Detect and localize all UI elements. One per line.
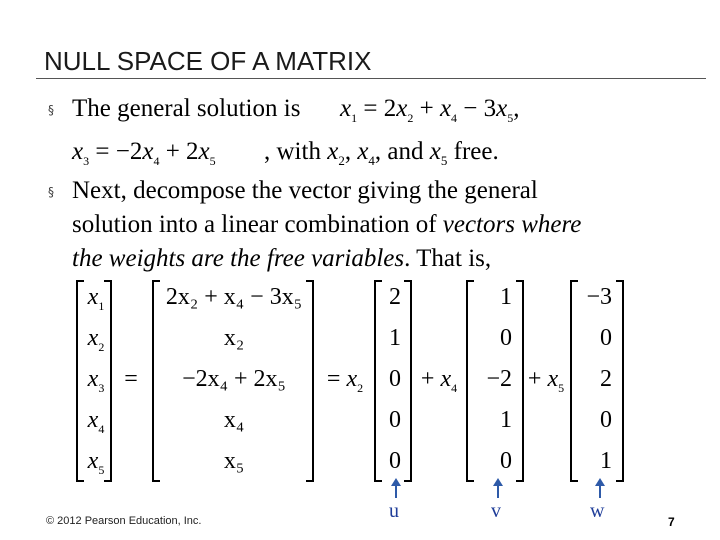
bullet1-text: The general solution is <box>72 95 301 122</box>
coef-x4: + $x_4$ <box>420 366 458 395</box>
lhs-entry: $x_4$ <box>87 407 105 436</box>
label-w: w <box>590 500 605 522</box>
w-bracket-right <box>616 280 624 482</box>
free-variables-text: , with $x_2$, $x_4$, and $x_5$ free. <box>264 138 499 168</box>
bullet-icon: § <box>48 185 54 199</box>
u-entry: 2 <box>389 284 401 310</box>
v-arrow-shaft <box>497 486 499 498</box>
w-entry: 0 <box>600 407 612 433</box>
bullet2-line2: solution into a linear combination of vectors where <box>72 211 582 238</box>
bullet2-line3: the weights are the free variables. That is, <box>72 245 492 272</box>
general-entry: −2x₄ + 2x₅ <box>182 366 286 392</box>
w-entry: 0 <box>600 325 612 351</box>
bullet-icon: § <box>48 103 54 117</box>
page-number: 7 <box>668 515 675 529</box>
u-entry: 0 <box>389 366 401 392</box>
u-entry: 0 <box>389 448 401 474</box>
lhs-entry: $x_5$ <box>87 448 105 477</box>
equals-sign: = <box>124 366 138 392</box>
v-entry: 1 <box>500 284 512 310</box>
bullet2-line1: Next, decompose the vector giving the general <box>72 177 538 204</box>
lhs-entry: $x_3$ <box>87 366 105 395</box>
slide-title: NULL SPACE OF A MATRIX <box>44 46 372 76</box>
u-arrow-shaft <box>395 486 397 498</box>
w-entry: −3 <box>586 284 612 310</box>
lhs-entry: $x_2$ <box>87 325 105 354</box>
u-entry: 0 <box>389 407 401 433</box>
v-entry: 0 <box>500 325 512 351</box>
coef-x5: + $x_5$ <box>527 366 565 395</box>
label-v: v <box>491 500 501 522</box>
u-bracket-left <box>374 280 382 482</box>
rhs-bracket-left <box>152 280 160 482</box>
v-entry: 0 <box>500 448 512 474</box>
general-entry: x₂ <box>223 325 245 351</box>
title-underline <box>36 78 706 79</box>
general-entry: x₅ <box>223 448 245 474</box>
w-entry: 2 <box>600 366 612 392</box>
v-entry: −2 <box>486 366 512 392</box>
u-entry: 1 <box>389 325 401 351</box>
copyright-footer: © 2012 Pearson Education, Inc. <box>46 515 202 527</box>
lhs-entry: $x_1$ <box>87 284 105 313</box>
equation-x3: $x_3 = -2x_4 + 2x_5$ <box>72 138 216 168</box>
w-arrow-icon <box>595 478 605 486</box>
coef-x2: = $x_2$ <box>326 366 364 395</box>
general-entry: x₄ <box>223 407 245 433</box>
u-arrow-icon <box>391 478 401 486</box>
lhs-bracket-left <box>76 280 84 482</box>
label-u: u <box>389 500 399 522</box>
v-entry: 1 <box>500 407 512 433</box>
w-entry: 1 <box>600 448 612 474</box>
w-arrow-shaft <box>599 486 601 498</box>
general-entry: 2x₂ + x₄ − 3x₅ <box>165 284 303 310</box>
equation-x1: $x_1 = 2x_2 + x_4 - 3x_5$, <box>340 95 520 125</box>
v-arrow-icon <box>493 478 503 486</box>
